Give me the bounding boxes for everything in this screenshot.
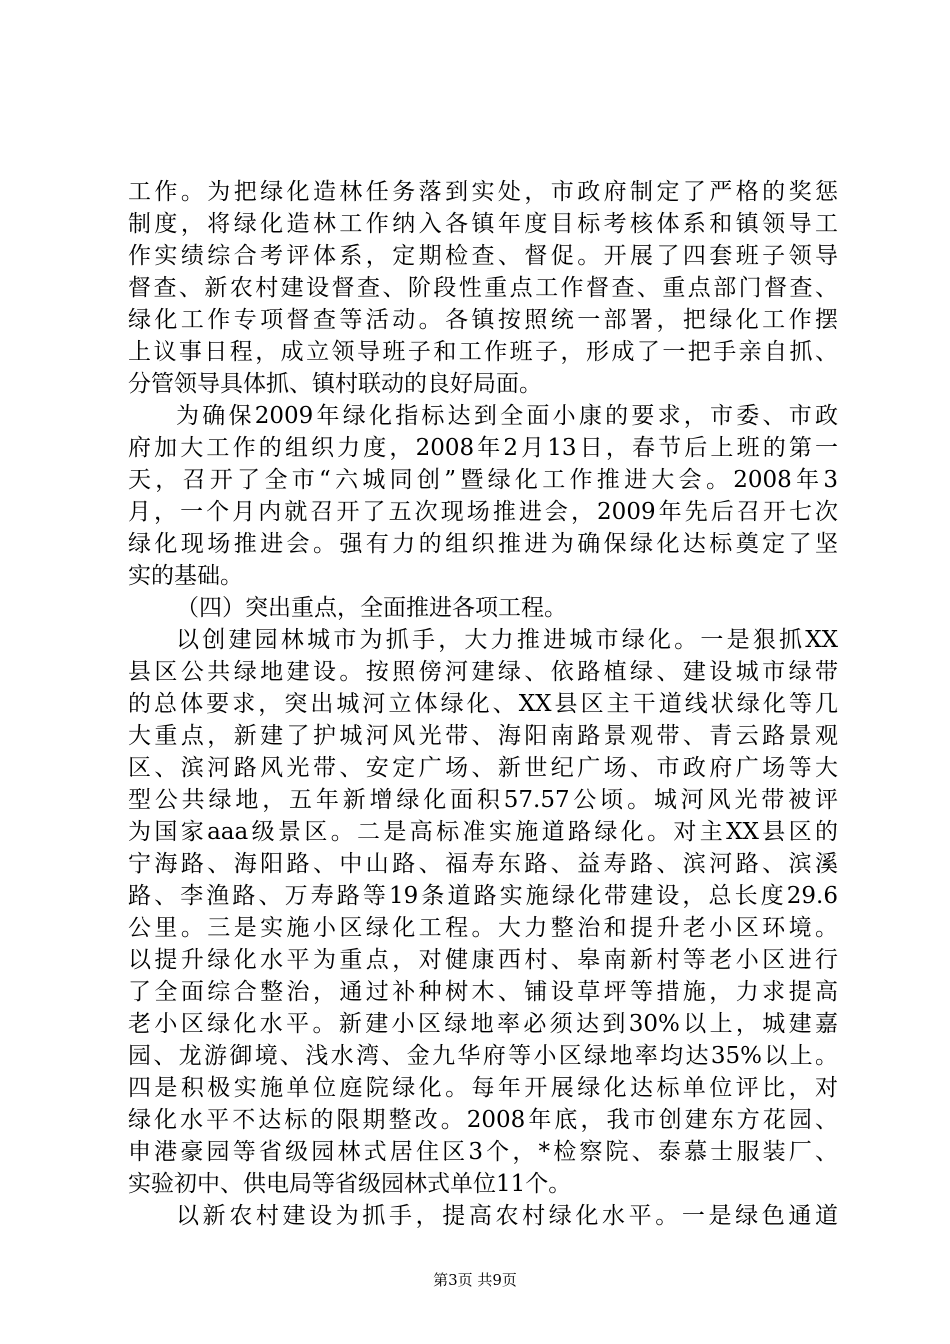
text-line: 绿化现场推进会。强有力的组织推进为确保绿化达标奠定了坚 bbox=[128, 531, 838, 557]
text-line: 以创建园林城市为抓手，大力推进城市绿化。一是狠抓XX bbox=[176, 627, 838, 653]
text-line: 园、龙游御境、浅水湾、金九华府等小区绿地率均达35%以上。 bbox=[128, 1043, 838, 1069]
text-line: 以提升绿化水平为重点，对健康西村、皋南新村等老小区进行 bbox=[128, 947, 838, 973]
text-line: 制度，将绿化造林工作纳入各镇年度目标考核体系和镇领导工 bbox=[128, 211, 838, 237]
text-line: 实验初中、供电局等省级园林式单位11个。 bbox=[128, 1171, 572, 1197]
text-line: 工作。为把绿化造林任务落到实处，市政府制定了严格的奖惩 bbox=[128, 179, 838, 205]
paragraph bbox=[128, 1200, 838, 1232]
paragraph bbox=[128, 592, 838, 624]
paragraph bbox=[128, 176, 838, 400]
text-line: （四）突出重点，全面推进各项工程。 bbox=[176, 595, 567, 621]
paragraph bbox=[128, 400, 838, 592]
text-line: 实的基础。 bbox=[128, 563, 243, 589]
text-line: 公里。三是实施小区绿化工程。大力整治和提升老小区环境。 bbox=[128, 915, 838, 941]
text-line: 了全面综合整治，通过补种树木、铺设草坪等措施，力求提高 bbox=[128, 979, 838, 1005]
text-line: 县区公共绿地建设。按照傍河建绿、依路植绿、建设城市绿带 bbox=[128, 659, 838, 685]
text-line: 绿化水平不达标的限期整改。2008年底，我市创建东方花园、 bbox=[128, 1107, 838, 1133]
text-line: 月，一个月内就召开了五次现场推进会，2009年先后召开七次 bbox=[128, 499, 838, 525]
text-line: 绿化工作专项督查等活动。各镇按照统一部署，把绿化工作摆 bbox=[128, 307, 838, 333]
text-line: 型公共绿地，五年新增绿化面积57.57公顷。城河风光带被评 bbox=[128, 787, 838, 813]
text-line: 督查、新农村建设督查、阶段性重点工作督查、重点部门督查、 bbox=[128, 275, 838, 301]
text-line: 为国家aaa级景区。二是高标准实施道路绿化。对主XX县区的 bbox=[128, 819, 838, 845]
text-line: 府加大工作的组织力度，2008年2月13日，春节后上班的第一 bbox=[128, 435, 838, 461]
text-line: 为确保2009年绿化指标达到全面小康的要求，市委、市政 bbox=[176, 403, 838, 429]
text-line: 四是积极实施单位庭院绿化。每年开展绿化达标单位评比，对 bbox=[128, 1075, 838, 1101]
text-line: 老小区绿化水平。新建小区绿地率必须达到30%以上，城建嘉 bbox=[128, 1011, 838, 1037]
text-line: 的总体要求，突出城河立体绿化、XX县区主干道线状绿化等几 bbox=[128, 691, 838, 717]
text-line: 分管领导具体抓、镇村联动的良好局面。 bbox=[128, 371, 542, 397]
text-line: 申港豪园等省级园林式居住区3个，*检察院、泰慕士服装厂、 bbox=[128, 1139, 838, 1165]
text-line: 宁海路、海阳路、中山路、福寿东路、益寿路、滨河路、滨溪 bbox=[128, 851, 838, 877]
text-line: 以新农村建设为抓手，提高农村绿化水平。一是绿色通道 bbox=[176, 1203, 838, 1229]
text-line: 天，召开了全市“六城同创”暨绿化工作推进大会。2008年3 bbox=[128, 467, 838, 493]
text-line: 作实绩综合考评体系，定期检查、督促。开展了四套班子领导 bbox=[128, 243, 838, 269]
text-line: 大重点，新建了护城河风光带、海阳南路景观带、青云路景观 bbox=[128, 723, 838, 749]
text-line: 上议事日程，成立领导班子和工作班子，形成了一把手亲自抓、 bbox=[128, 339, 838, 365]
document-body bbox=[128, 176, 838, 1232]
page-footer: 第3页 共9页 bbox=[433, 1271, 517, 1289]
paragraph bbox=[128, 624, 838, 1200]
text-line: 区、滨河路风光带、安定广场、新世纪广场、市政府广场等大 bbox=[128, 755, 838, 781]
text-line: 路、李渔路、万寿路等19条道路实施绿化带建设，总长度29.6 bbox=[128, 883, 838, 909]
